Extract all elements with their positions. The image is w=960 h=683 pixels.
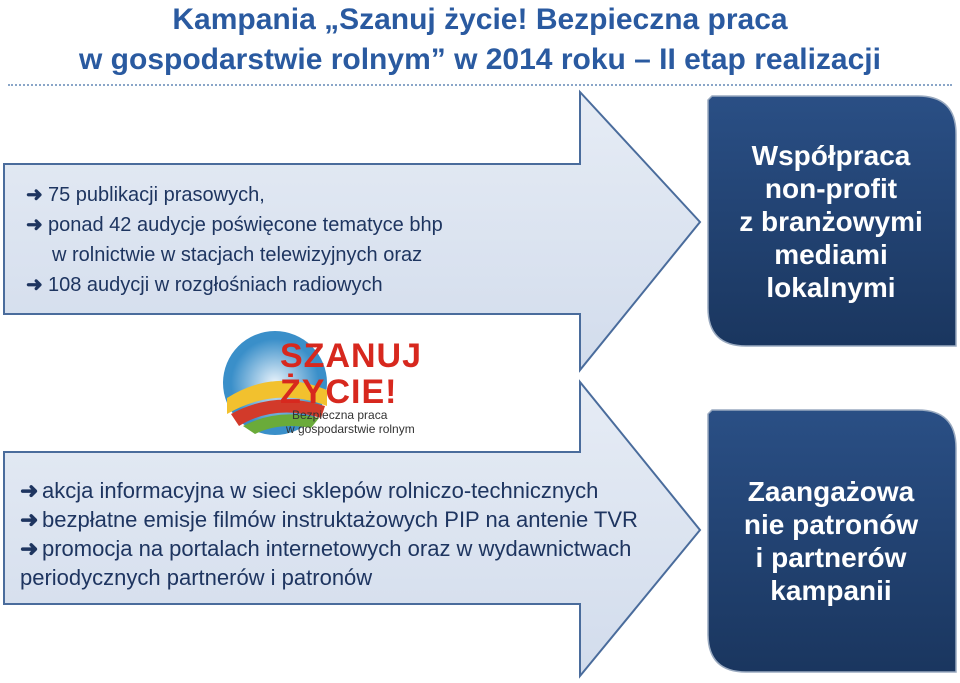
- top-box-line: mediami: [774, 238, 888, 270]
- top-box-text: [708, 96, 954, 346]
- arrow-right-icon: ➜: [26, 184, 43, 206]
- list-item: ➜ ponad 42 audycje poświęcone tematyce bhp: [26, 210, 443, 240]
- top-box-line: Współpraca: [751, 139, 911, 171]
- bottom-box-line: Zaangażowa: [747, 476, 915, 507]
- list-item: ➜ 75 publikacji prasowych,: [26, 180, 443, 210]
- arrow-right-icon: ➜: [20, 507, 39, 532]
- list-item: ➜ promocja na portalach internetowych oraz w wydawnictwach: [20, 536, 632, 561]
- list-item-continuation: periodycznych partnerów i patronów: [20, 565, 373, 590]
- bottom-box-text: [708, 410, 954, 672]
- top-box-line: non-profit: [764, 172, 898, 204]
- logo-subtitle: Bezpieczna praca w gospodarstwie rolnym: [286, 408, 415, 436]
- top-box-line: lokalnymi: [766, 271, 896, 303]
- logo-wordmark: SZANUJ ŻYCIE!: [280, 337, 423, 411]
- list-item: ➜ 108 audycji w rozgłośniach radiowych: [26, 270, 443, 300]
- list-item: ➜ akcja informacyjna w sieci sklepów rolniczo-technicznych: [20, 478, 599, 503]
- bottom-box-line: kampanii: [770, 575, 892, 606]
- bottom-box-line: nie patronów: [743, 509, 919, 540]
- arrow-right-icon: ➜: [26, 274, 43, 296]
- title-line-2: w gospodarstwie rolnym” w 2014 roku – II etap realizacji: [79, 43, 881, 76]
- bottom-box-line: i partnerów: [755, 542, 907, 573]
- list-item: ➜ bezpłatne emisje filmów instruktażowych PIP na antenie TVR: [20, 507, 638, 532]
- arrow-right-icon: ➜: [26, 214, 43, 236]
- top-box-line: z branżowymi: [739, 205, 923, 237]
- bottom-arrow-list: [20, 476, 638, 592]
- arrow-right-icon: ➜: [20, 536, 39, 561]
- title-line-1: Kampania „Szanuj życie! Bezpieczna praca: [172, 3, 788, 36]
- arrow-right-icon: ➜: [20, 478, 39, 503]
- top-arrow-list: [26, 180, 443, 300]
- list-item-continuation: w rolnictwie w stacjach telewizyjnych oraz: [52, 244, 423, 266]
